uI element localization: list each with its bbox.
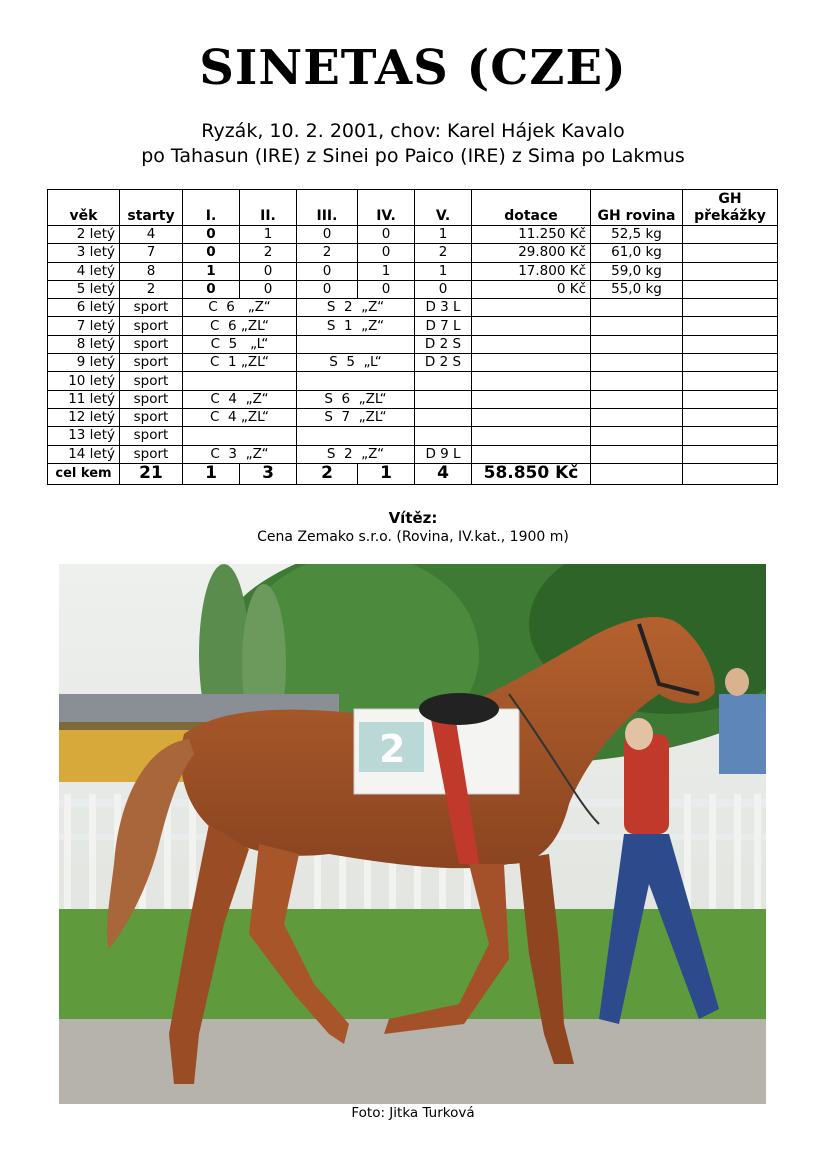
table-cell: C 3 „Z“: [183, 445, 297, 463]
table-cell: 55,0 kg: [591, 280, 683, 298]
table-cell: 5 letý: [48, 280, 120, 298]
table-cell: 0: [358, 244, 415, 262]
table-cell: 2: [297, 244, 358, 262]
table-cell: [297, 427, 415, 445]
table-cell: C 6 „Z“: [183, 299, 297, 317]
table-row: [48, 317, 778, 335]
table-row: [48, 226, 778, 244]
table-cell: D 3 L: [415, 299, 472, 317]
table-cell: sport: [120, 427, 183, 445]
table-cell: S 2 „Z“: [297, 445, 415, 463]
table-cell: 1: [415, 262, 472, 280]
table-cell: S 7 „ZL“: [297, 408, 415, 426]
table-cell: [683, 226, 778, 244]
table-cell: sport: [120, 372, 183, 390]
table-row: [48, 390, 778, 408]
photo-caption: Foto: Jitka Turková: [351, 1105, 475, 1121]
total-cell: 58.850 Kč: [472, 463, 591, 484]
table-cell: 0: [297, 262, 358, 280]
table-cell: [297, 335, 415, 353]
table-cell: sport: [120, 408, 183, 426]
table-cell: D 2 S: [415, 335, 472, 353]
table-cell: 8: [120, 262, 183, 280]
table-cell: 9 letý: [48, 354, 120, 372]
total-cell: 21: [120, 463, 183, 484]
table-cell: 0: [240, 280, 297, 298]
table-cell: 6 letý: [48, 299, 120, 317]
column-header: věk: [48, 190, 120, 226]
table-cell: D 7 L: [415, 317, 472, 335]
table-row: [48, 244, 778, 262]
table-cell: 11.250 Kč: [472, 226, 591, 244]
table-cell: [183, 427, 297, 445]
table-cell: 13 letý: [48, 427, 120, 445]
svg-text:2: 2: [379, 727, 406, 771]
column-header: V.: [415, 190, 472, 226]
table-cell: 8 letý: [48, 335, 120, 353]
table-cell: 7 letý: [48, 317, 120, 335]
table-cell: 14 letý: [48, 445, 120, 463]
total-cell: 3: [240, 463, 297, 484]
horse-title: SINETAS (CZE): [199, 40, 627, 96]
column-header: GH překážky: [683, 190, 778, 226]
table-cell: 17.800 Kč: [472, 262, 591, 280]
table-cell: 0: [183, 226, 240, 244]
table-cell: [183, 372, 297, 390]
table-cell: sport: [120, 390, 183, 408]
table-cell: [683, 280, 778, 298]
table-row: [48, 445, 778, 463]
table-row: [48, 335, 778, 353]
table-cell: D 9 L: [415, 445, 472, 463]
total-cell: 4: [415, 463, 472, 484]
table-cell: sport: [120, 445, 183, 463]
table-cell: 0: [358, 280, 415, 298]
table-cell: 2: [240, 244, 297, 262]
horse-description: Ryzák, 10. 2. 2001, chov: Karel Hájek Kavalo: [201, 120, 625, 142]
race-record-table: [47, 189, 778, 485]
table-cell: C 4 „ZL“: [183, 408, 297, 426]
table-row: [48, 262, 778, 280]
table-cell: 2 letý: [48, 226, 120, 244]
table-row: [48, 372, 778, 390]
table-header-row: [48, 190, 778, 226]
table-cell: C 6 „ZL“: [183, 317, 297, 335]
table-cell: [415, 427, 472, 445]
table-row: [48, 408, 778, 426]
table-cell: 0: [183, 244, 240, 262]
table-cell: S 1 „Z“: [297, 317, 415, 335]
table-cell: S 5 „L“: [297, 354, 415, 372]
table-row: [48, 280, 778, 298]
table-cell: 59,0 kg: [591, 262, 683, 280]
column-header: III.: [297, 190, 358, 226]
total-cell: 1: [183, 463, 240, 484]
table-cell: 0: [183, 280, 240, 298]
table-cell: 1: [358, 262, 415, 280]
table-cell: 61,0 kg: [591, 244, 683, 262]
table-cell: C 1 „ZL“: [183, 354, 297, 372]
table-cell: S 2 „Z“: [297, 299, 415, 317]
column-header: GH rovina: [591, 190, 683, 226]
table-row: [48, 354, 778, 372]
total-cell: 1: [358, 463, 415, 484]
table-cell: 2: [120, 280, 183, 298]
column-header: I.: [183, 190, 240, 226]
table-cell: [297, 372, 415, 390]
table-cell: 0: [240, 262, 297, 280]
table-cell: 0: [297, 280, 358, 298]
table-cell: sport: [120, 335, 183, 353]
table-cell: 11 letý: [48, 390, 120, 408]
column-header: starty: [120, 190, 183, 226]
table-cell: 0: [297, 226, 358, 244]
total-cell: 2: [297, 463, 358, 484]
table-cell: 52,5 kg: [591, 226, 683, 244]
table-cell: 1: [183, 262, 240, 280]
table-cell: 0 Kč: [472, 280, 591, 298]
total-label: cel kem: [48, 463, 120, 484]
table-cell: 4: [120, 226, 183, 244]
table-cell: [415, 408, 472, 426]
table-cell: 2: [415, 244, 472, 262]
table-cell: [415, 390, 472, 408]
table-cell: sport: [120, 299, 183, 317]
table-cell: sport: [120, 317, 183, 335]
column-header: dotace: [472, 190, 591, 226]
table-cell: 1: [415, 226, 472, 244]
table-cell: 3 letý: [48, 244, 120, 262]
table-cell: C 5 „L“: [183, 335, 297, 353]
table-cell: 4 letý: [48, 262, 120, 280]
table-total-row: [48, 463, 778, 484]
table-cell: 10 letý: [48, 372, 120, 390]
column-header: II.: [240, 190, 297, 226]
table-cell: 0: [415, 280, 472, 298]
table-cell: D 2 S: [415, 354, 472, 372]
table-cell: sport: [120, 354, 183, 372]
table-row: [48, 299, 778, 317]
table-cell: 7: [120, 244, 183, 262]
table-cell: 12 letý: [48, 408, 120, 426]
table-cell: [415, 372, 472, 390]
winner-race: Cena Zemako s.r.o. (Rovina, IV.kat., 1900 m): [257, 529, 569, 545]
table-cell: 0: [358, 226, 415, 244]
column-header: IV.: [358, 190, 415, 226]
table-cell: 29.800 Kč: [472, 244, 591, 262]
table-cell: S 6 „ZL“: [297, 390, 415, 408]
horse-pedigree: po Tahasun (IRE) z Sinei po Paico (IRE) z Sima po Lakmus: [141, 145, 685, 167]
winner-heading: Vítěz:: [388, 509, 438, 527]
table-cell: [683, 244, 778, 262]
table-row: [48, 427, 778, 445]
table-cell: C 4 „Z“: [183, 390, 297, 408]
horse-photo: [59, 564, 766, 1104]
table-cell: 1: [240, 226, 297, 244]
table-cell: [683, 262, 778, 280]
